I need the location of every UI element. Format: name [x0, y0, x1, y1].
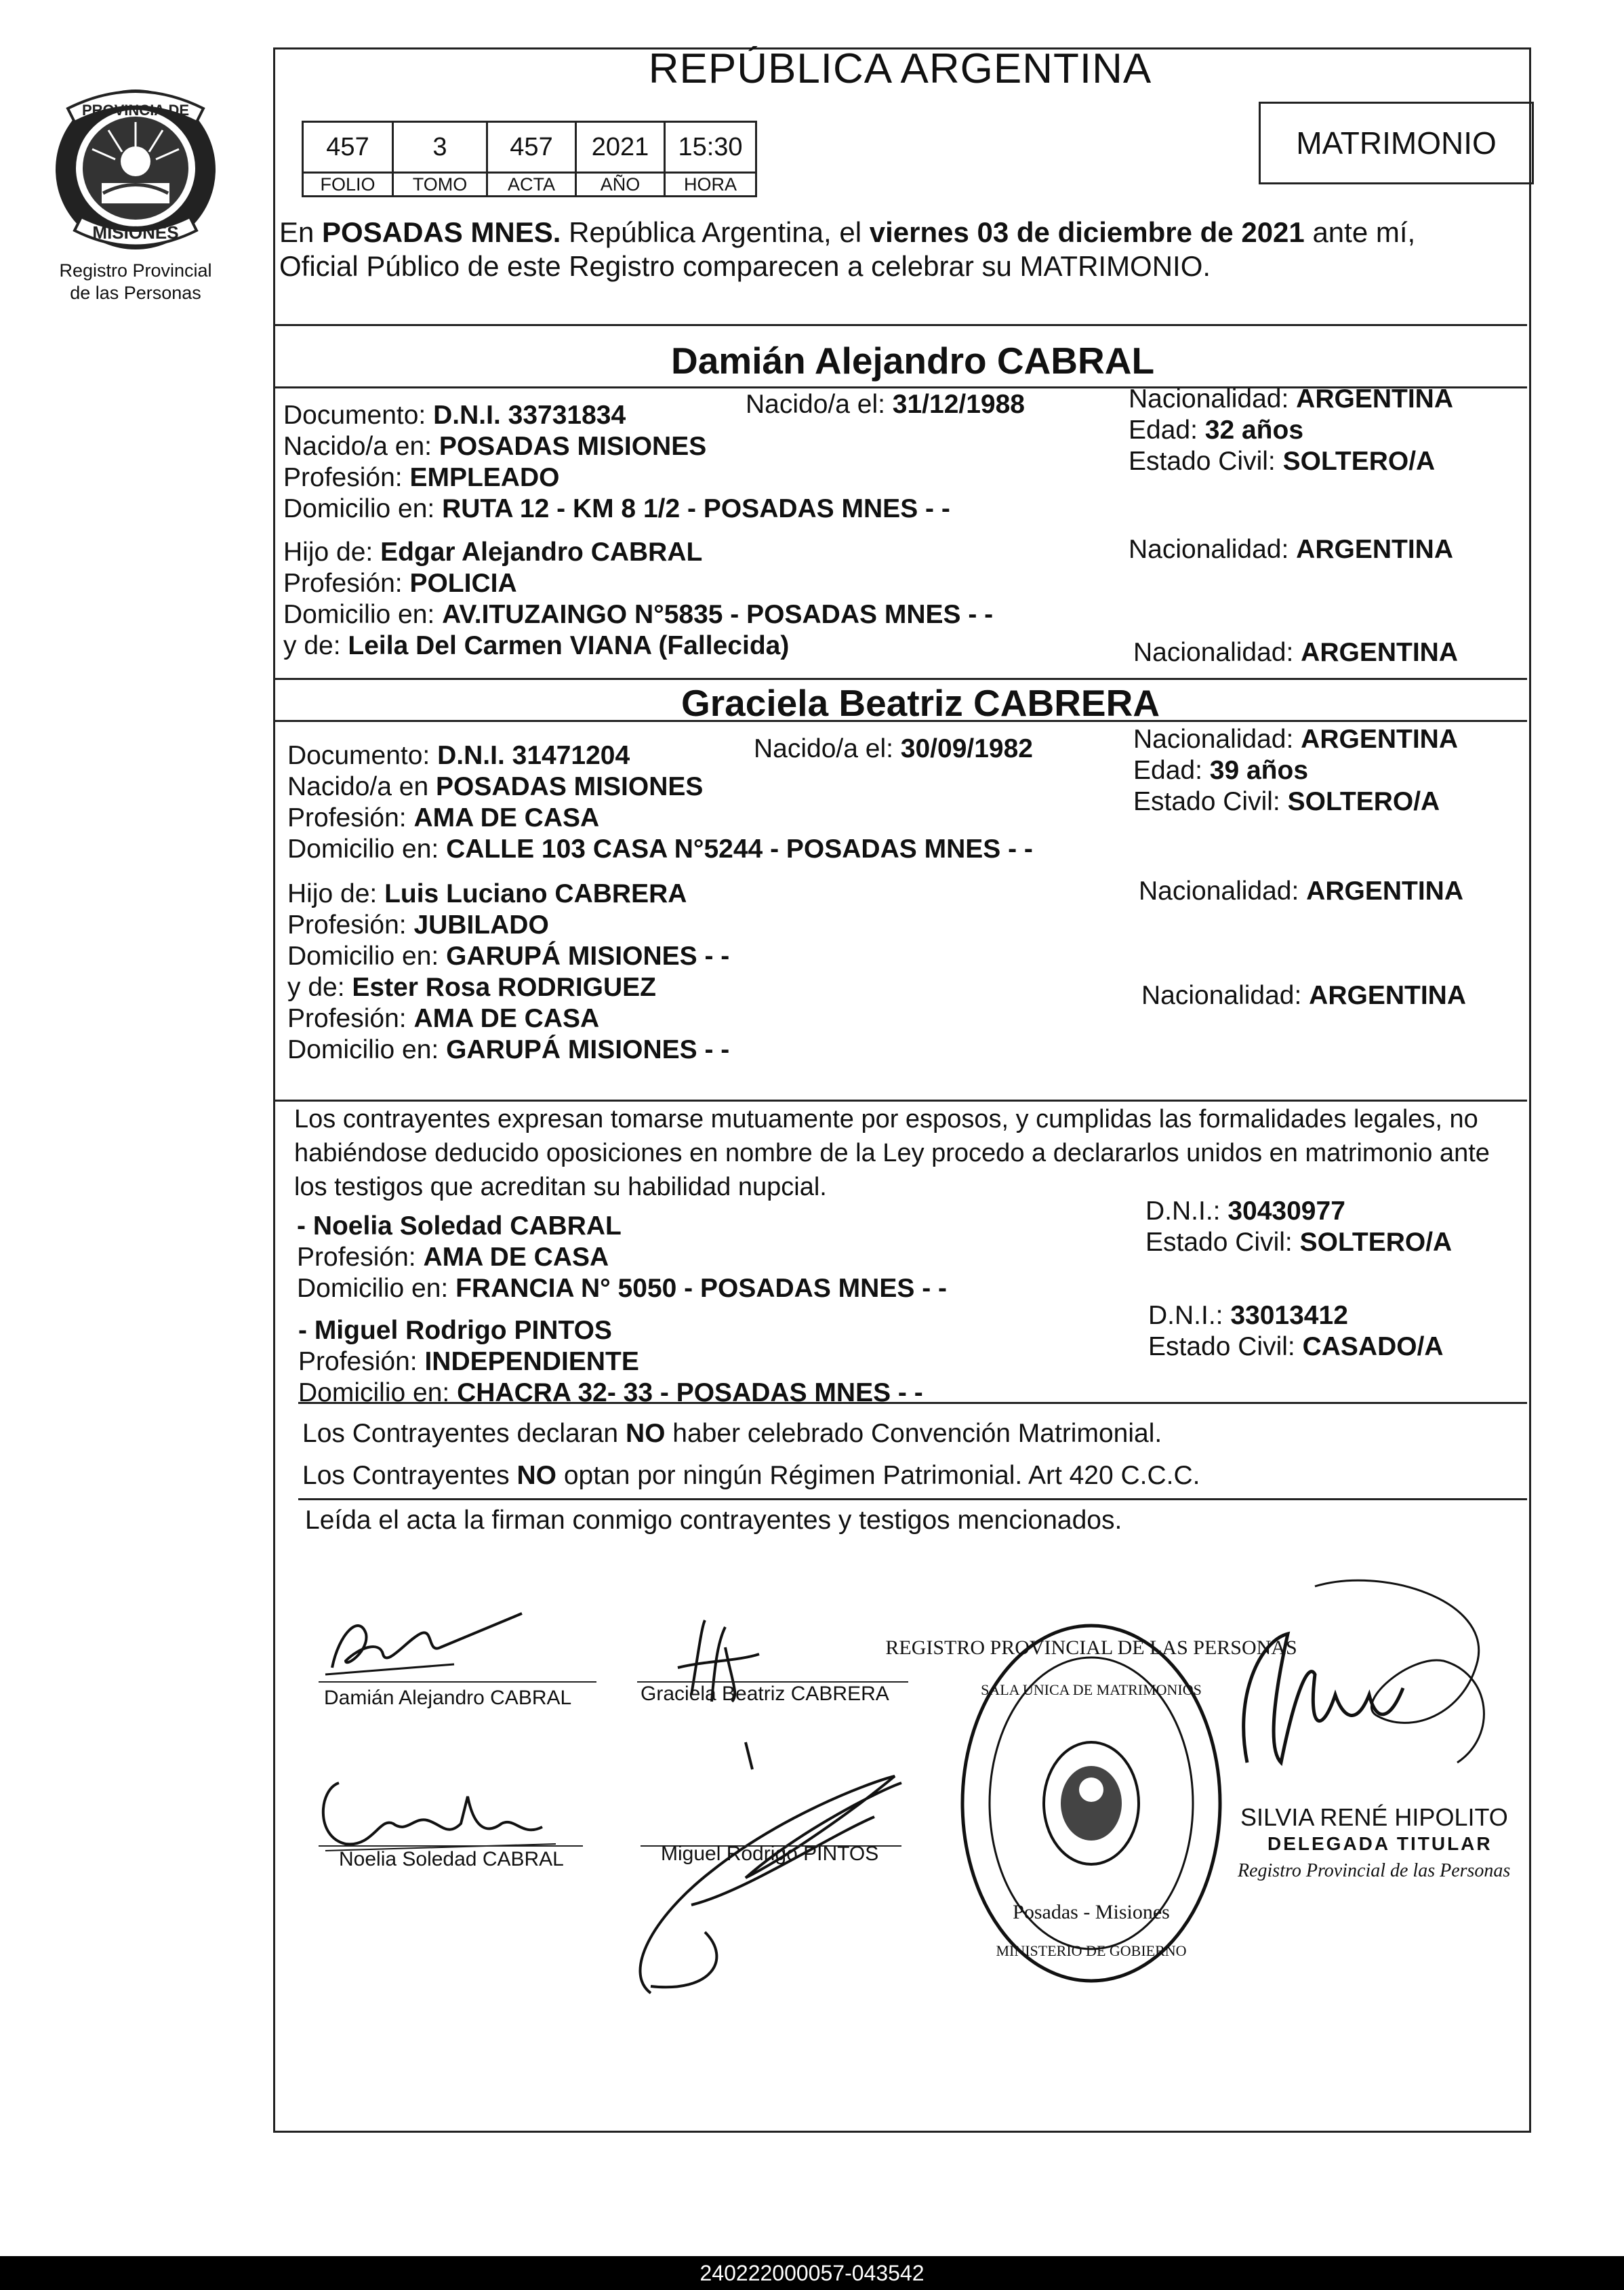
intro-paragraph: [279, 216, 1415, 283]
folio-table: [302, 121, 757, 197]
official-name: SILVIA RENÉ HIPOLITO: [1240, 1803, 1508, 1831]
page-title: REPÚBLICA ARGENTINA: [648, 45, 1152, 92]
svg-text:PROVINCIA DE: PROVINCIA DE: [81, 102, 190, 119]
emblem-caption-line2: de las Personas: [70, 283, 201, 303]
spouse2-domicilio: Domicilio en: CALLE 103 CASA N°5244 - POSADAS MNES - -: [287, 835, 1033, 864]
record-type: MATRIMONIO: [1296, 125, 1497, 161]
svg-text:SALA UNICA DE MATRIMONIOS: SALA UNICA DE MATRIMONIOS: [981, 1681, 1202, 1698]
svg-text:MINISTERIO DE GOBIERNO: MINISTERIO DE GOBIERNO: [996, 1942, 1187, 1959]
official-signature-icon: [1206, 1559, 1525, 1844]
spouse2-padre-nacionalidad: Nacionalidad: ARGENTINA: [1139, 877, 1464, 906]
acta-label: ACTA: [487, 173, 576, 197]
spouse2-right-column: [1133, 724, 1458, 818]
intro-line1: En POSADAS MNES. República Argentina, el viernes 03 de diciembre de 2021 ante mí,: [279, 216, 1416, 248]
witness1-name: - Noelia Soledad CABRAL: [297, 1211, 622, 1241]
witness2-profesion: Profesión: INDEPENDIENTE: [298, 1347, 639, 1376]
intro-line2: Oficial Público de este Registro comparecen a celebrar su MATRIMONIO.: [279, 250, 1211, 282]
spouse1-profesion: Profesión: EMPLEADO: [283, 463, 560, 492]
signature-label-noelia: Noelia Soledad CABRAL: [339, 1848, 564, 1870]
spouse2-madre: y de: Ester Rosa RODRIGUEZ: [287, 973, 657, 1002]
record-type-box: [1259, 102, 1534, 184]
spouse2-madre-profesion: Profesión: AMA DE CASA: [287, 1004, 600, 1033]
signature-label-damian: Damián Alejandro CABRAL: [324, 1687, 572, 1709]
signature-label-miguel: Miguel Rodrigo PINTOS: [661, 1843, 879, 1865]
witness2-name: - Miguel Rodrigo PINTOS: [298, 1316, 612, 1345]
anio-label: AÑO: [576, 173, 665, 197]
convention-paragraph: [302, 1413, 1200, 1497]
spouse2-nacionalidad: Nacionalidad: ARGENTINA: [1133, 725, 1459, 754]
svg-text:REGISTRO PROVINCIAL DE LAS PER: REGISTRO PROVINCIAL DE LAS PERSONAS: [885, 1636, 1297, 1659]
spouse1-nacionalidad: Nacionalidad: ARGENTINA: [1129, 384, 1454, 414]
spouse1-right-column: [1129, 384, 1453, 477]
spouse2-edad: Edad: 39 años: [1133, 756, 1309, 785]
spouse1-name: Damián Alejandro CABRAL: [671, 340, 1155, 382]
spouse2-padre: Hijo de: Luis Luciano CABRERA: [287, 879, 687, 908]
document-code: 240222000057-043542: [699, 2261, 925, 2285]
witness1-domicilio: Domicilio en: FRANCIA N° 5050 - POSADAS MNES - -: [297, 1274, 948, 1303]
official-role: DELEGADA TITULAR: [1267, 1833, 1493, 1854]
tomo-value: 3: [393, 122, 487, 173]
spouse2-madre-domicilio: Domicilio en: GARUPÁ MISIONES - -: [287, 1035, 730, 1064]
spouse2-madre-nacionalidad: Nacionalidad: ARGENTINA: [1141, 981, 1467, 1010]
spouse2-padre-domicilio: Domicilio en: GARUPÁ MISIONES - -: [287, 942, 730, 971]
spouse2-details: [287, 740, 1033, 1066]
emblem-caption: [20, 260, 251, 304]
spouse1-padre-nacionalidad: Nacionalidad: ARGENTINA: [1129, 535, 1454, 564]
svg-text:Posadas - Misiones: Posadas - Misiones: [1013, 1901, 1170, 1923]
hora-label: HORA: [665, 173, 756, 197]
spouse1-padre-domicilio: Domicilio en: AV.ITUZAINGO N°5835 - POSADAS MNES - -: [283, 600, 994, 629]
convention-line2: Los Contrayentes NO optan por ningún Régimen Patrimonial. Art 420 C.C.C.: [302, 1461, 1200, 1490]
signature-damian-icon: [319, 1593, 542, 1688]
spouse2-name: Graciela Beatriz CABRERA: [681, 682, 1160, 724]
spouse2-estado-civil: Estado Civil: SOLTERO/A: [1133, 787, 1440, 816]
signature-noelia-icon: [312, 1769, 569, 1857]
witness1-estado-civil: Estado Civil: SOLTERO/A: [1145, 1228, 1453, 1257]
spouse1-nacido-el: Nacido/a el: 31/12/1988: [746, 390, 1025, 419]
folio-label: FOLIO: [303, 173, 393, 197]
svg-text:MISIONES: MISIONES: [92, 222, 179, 243]
spouse2-nacido-el: Nacido/a el: 30/09/1982: [754, 734, 1033, 763]
emblem-caption-line1: Registro Provincial: [59, 260, 212, 281]
document-code-bar: [0, 2256, 1624, 2290]
spouse2-padre-profesion: Profesión: JUBILADO: [287, 910, 549, 940]
declaration-paragraph: [294, 1102, 1490, 1204]
spouse2-nacido-en: Nacido/a en POSADAS MISIONES: [287, 772, 704, 801]
spouse1-madre: y de: Leila Del Carmen VIANA (Fallecida): [283, 631, 790, 660]
intro-place: POSADAS MNES.: [322, 216, 561, 248]
spouse1-nacido-en: Nacido/a en: POSADAS MISIONES: [283, 432, 707, 461]
signature-label-graciela: Graciela Beatriz CABRERA: [641, 1683, 889, 1705]
convention-line1: Los Contrayentes declaran NO haber celebrado Convención Matrimonial.: [302, 1419, 1162, 1448]
registry-stamp-icon: [885, 1613, 1297, 1993]
declaration-line3: los testigos que acreditan su habilidad nupcial.: [294, 1173, 827, 1201]
witness1-dni: D.N.I.: 30430977: [1145, 1197, 1345, 1226]
witness1-right: [1145, 1196, 1452, 1258]
spouse1-estado-civil: Estado Civil: SOLTERO/A: [1129, 447, 1436, 476]
spouse1-madre-nacionalidad: Nacionalidad: ARGENTINA: [1133, 638, 1459, 667]
declaration-line1: Los contrayentes expresan tomarse mutuamente por esposos, y cumplidas las formalidades legales, no: [294, 1105, 1478, 1133]
witness2-domicilio: Domicilio en: CHACRA 32- 33 - POSADAS MNES - -: [298, 1378, 923, 1407]
folio-value: 457: [303, 122, 393, 173]
spouse2-documento: Documento: D.N.I. 31471204: [287, 741, 630, 770]
spouse1-domicilio: Domicilio en: RUTA 12 - KM 8 1/2 - POSADAS MNES - -: [283, 494, 950, 523]
witness1-profesion: Profesión: AMA DE CASA: [297, 1243, 609, 1272]
witness2-right: [1148, 1300, 1444, 1363]
spouse2-profesion: Profesión: AMA DE CASA: [287, 803, 600, 832]
witness1-details: [297, 1211, 947, 1304]
declaration-line2: habiéndose deducido oposiciones en nombre de la Ley procedo a declararlos unidos en matrimonio ante: [294, 1139, 1490, 1167]
witness2-details: [298, 1315, 923, 1409]
spouse1-padre: Hijo de: Edgar Alejandro CABRAL: [283, 538, 703, 567]
official-org: Registro Provincial de las Personas: [1238, 1860, 1511, 1881]
witness2-estado-civil: Estado Civil: CASADO/A: [1148, 1332, 1444, 1361]
hora-value: 15:30: [665, 122, 756, 173]
acta-value: 457: [487, 122, 576, 173]
intro-date: viernes 03 de diciembre de 2021: [869, 216, 1305, 248]
spouse1-padre-profesion: Profesión: POLICIA: [283, 569, 517, 598]
province-seal-icon: [27, 81, 244, 258]
witness2-dni: D.N.I.: 33013412: [1148, 1301, 1348, 1330]
spouse1-details: [283, 400, 993, 662]
spouse1-edad: Edad: 32 años: [1129, 416, 1304, 445]
spouse1-documento: Documento: D.N.I. 33731834: [283, 401, 626, 430]
closing-text: Leída el acta la firman conmigo contrayentes y testigos mencionados.: [305, 1506, 1122, 1535]
tomo-label: TOMO: [393, 173, 487, 197]
anio-value: 2021: [576, 122, 665, 173]
